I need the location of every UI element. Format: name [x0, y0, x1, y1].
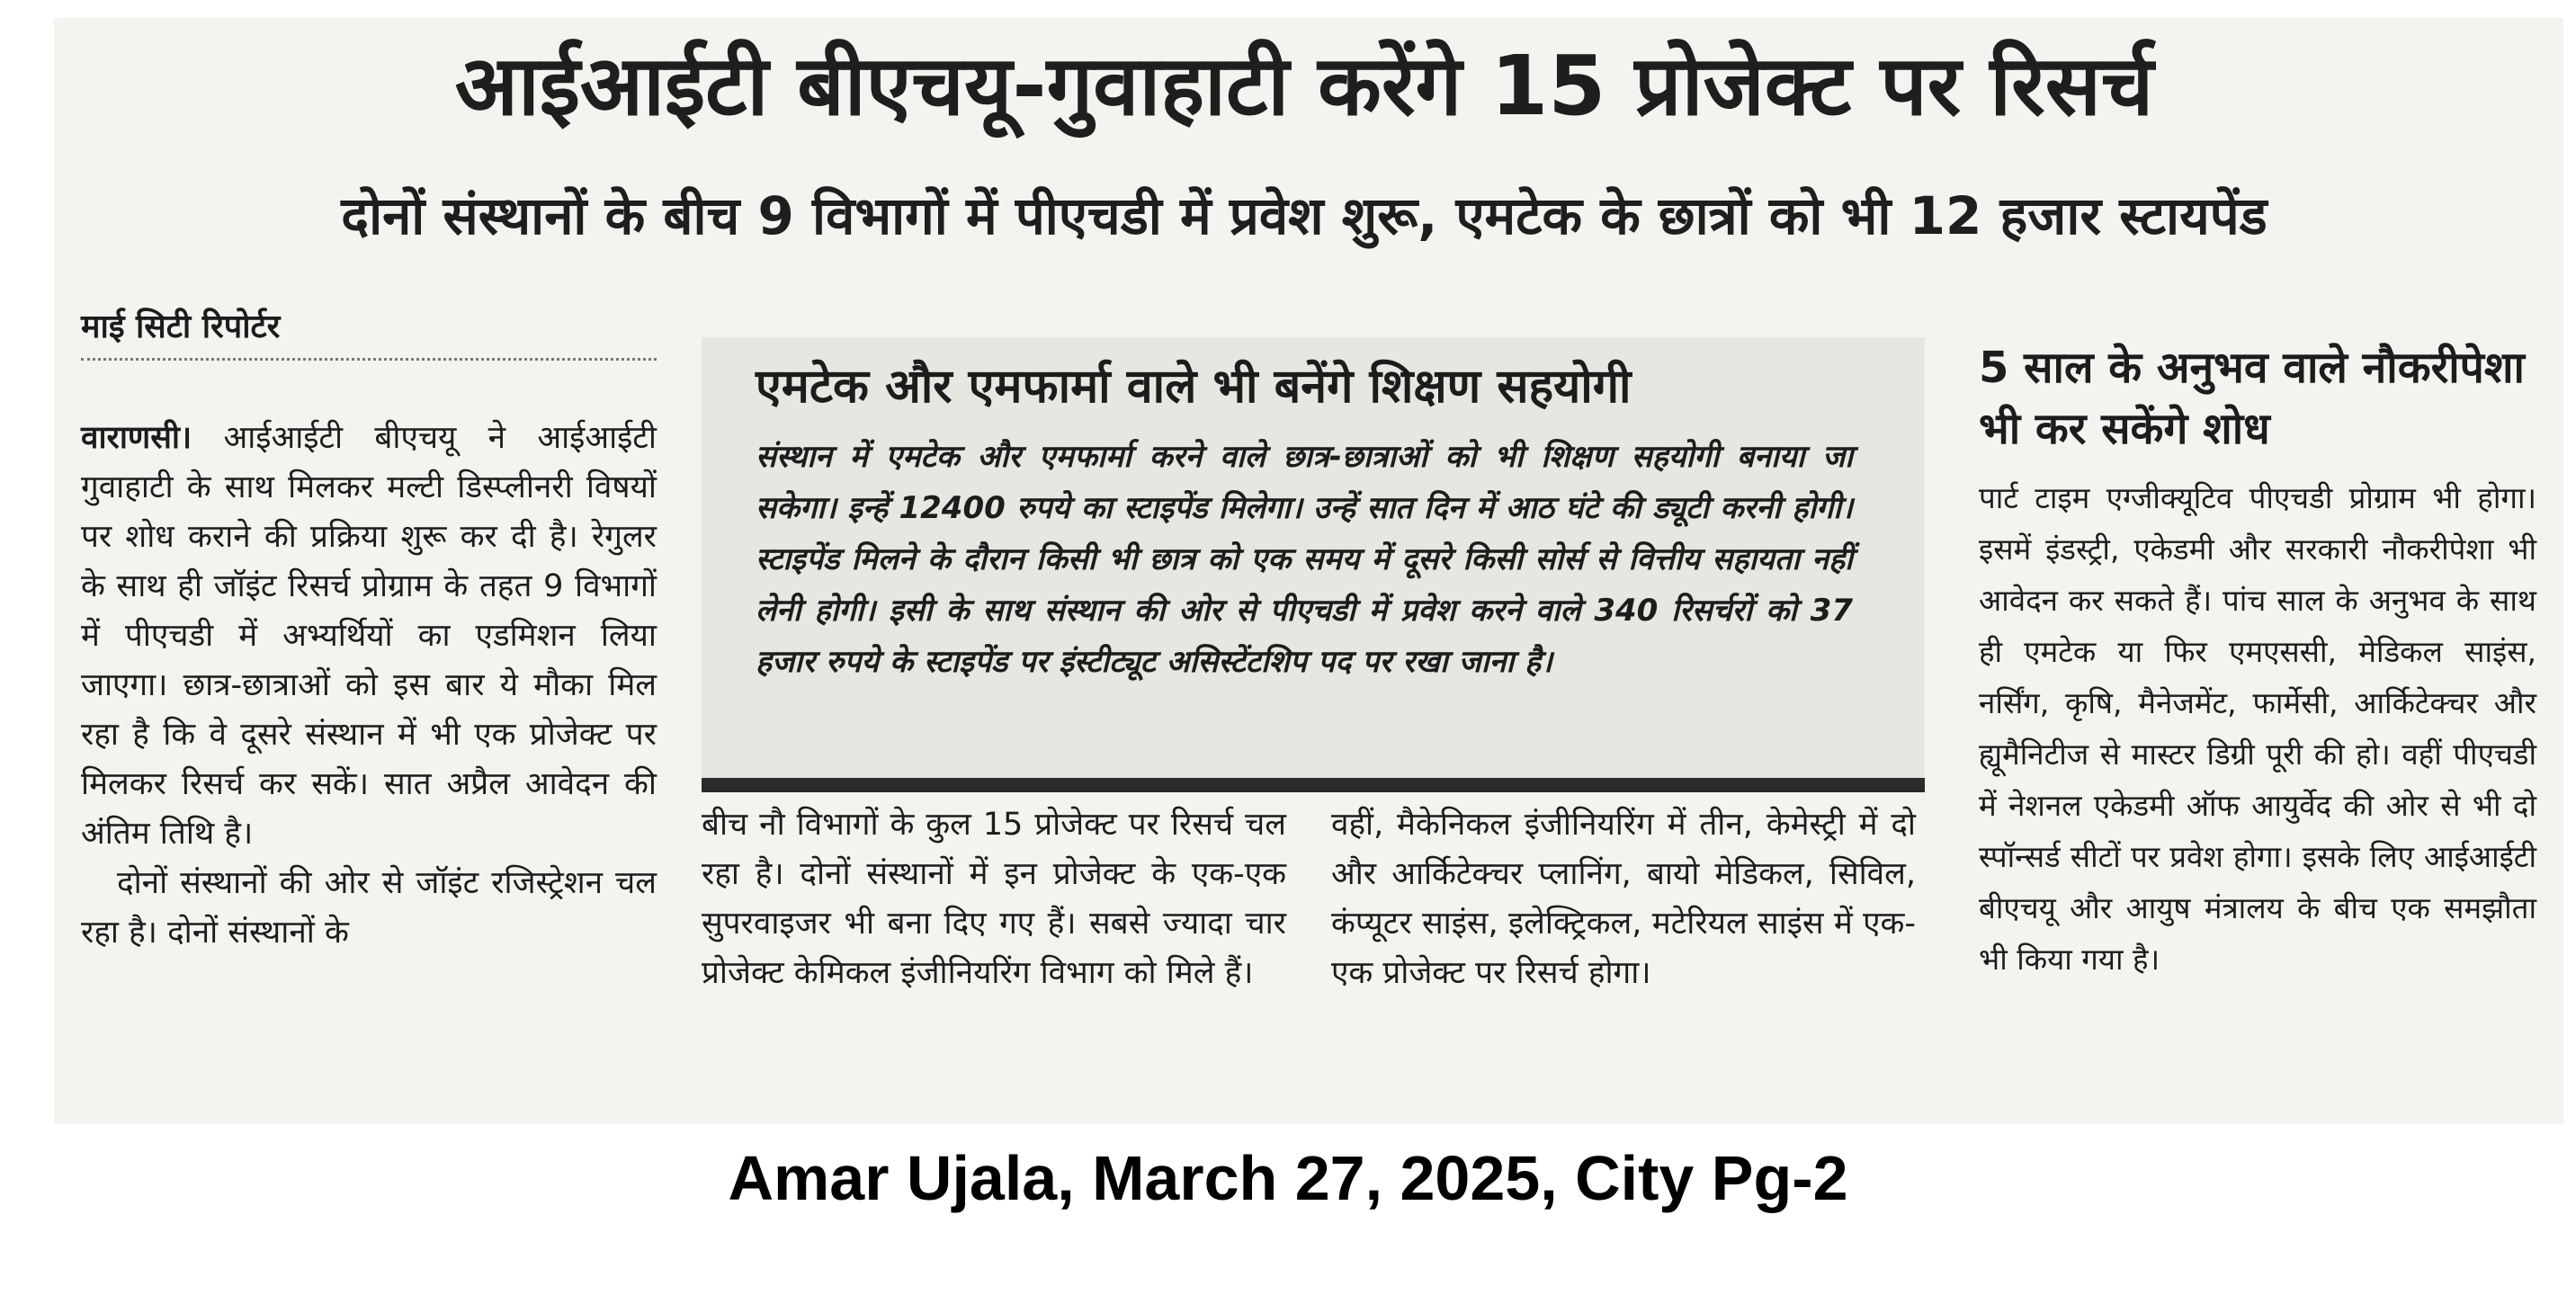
side-heading: 5 साल के अनुभव वाले नौकरीपेशा भी कर सकेंगे शोध — [1979, 343, 2525, 454]
column-2: बीच नौ विभागों के कुल 15 प्रोजेक्ट पर रिसर्च चल रहा है। दोनों संस्थानों में इन प्रोजेक्ट के एक-एक सुपरवाइजर भी बना दिए गए हैं। सबसे ज्यादा चार प्रोजेक्ट केमिकल इंजीनियरिंग विभाग को मिले हैं। — [702, 807, 1286, 991]
box-title: एमटेक और एमफार्मा वाले भी बनेंगे शिक्षण सहयोगी — [756, 360, 1632, 414]
col1-paragraph-2: दोनों संस्थानों की ओर से जॉइंट रजिस्ट्रेशन चल रहा है। दोनों संस्थानों के — [81, 865, 657, 951]
source-caption: Amar Ujala, March 27, 2025, City Pg-2 — [728, 1143, 1848, 1213]
column-1 — [81, 414, 657, 958]
column-3: वहीं, मैकेनिकल इंजीनियरिंग में तीन, केमेस्ट्री में दो और आर्किटेक्चर प्लानिंग, बायो मेडिकल, सिविल, कंप्यूटर साइंस, इलेक्ट्रिकल, मटेरियल साइंस में एक-एक प्रोजेक्ट पर रिसर्च होगा। — [1331, 807, 1916, 991]
subheadline: दोनों संस्थानों के बीच 9 विभागों में पीएचडी में प्रवेश शुरू, एमटेक के छात्रों को भी 12 हजार स्टायपेंड — [341, 185, 2267, 246]
box-text: संस्थान में एमटेक और एमफार्मा करने वाले छात्र-छात्राओं को भी शिक्षण सहयोगी बनाया जा सकेगा। इन्हें 12400 रुपये का स्टाइपेंड मिलेगा। उन्हें सात दिन में आठ घंटे की ड्यूटी करनी होगी। स्टाइपेंड मिलने के दौरान किसी भी छात्र को एक समय में दूसरे किसी सोर्स से वित्तीय सहायता नहीं लेनी होगी। इसी के साथ संस्थान की ओर से पीएचडी में प्रवेश करने वाले 340 रिसर्चरों को 37 हजार रुपये के स्टाइपेंड पर इंस्टीट्यूट असिस्टेंटशिप पद पर रखा जाना है। — [756, 439, 1853, 680]
col1-text-1: आईआईटी बीएचयू ने आईआईटी गुवाहाटी के साथ मिलकर मल्टी डिस्प्लीनरी विषयों पर शोध कराने की प्रक्रिया शुरू कर दी है। रेगुलर के साथ ही जॉइंट रिसर्च प्रोग्राम के तहत 9 विभागों में पीएचडी में अभ्यर्थियों का एडमिशन लिया जाएगा। छात्र-छात्राओं को इस बार ये मौका मिल रहा है कि वे दूसरे संस्थान में भी एक प्रोजेक्ट पर मिलकर रिसर्च कर सकें। सात अप्रैल आवेदन की अंतिम तिथि है। — [81, 420, 657, 852]
dateline: वाराणसी। — [81, 420, 192, 456]
byline: माई सिटी रिपोर्टर — [81, 306, 657, 361]
col1-paragraph-1 — [81, 414, 657, 859]
side-column-text: पार्ट टाइम एग्जीक्यूटिव पीएचडी प्रोग्राम भी होगा। इसमें इंडस्ट्री, एकेडमी और सरकारी नौकरीपेशा भी आवेदन कर सकते हैं। पांच साल के अनुभव के साथ ही एमटेक या फिर एमएससी, मेडिकल साइंस, नर्सिंग, कृषि, मैनेजमेंट, फार्मेसी, आर्किटेक्चर और ह्यूमैनिटीज से मास्टर डिग्री पूरी की हो। वहीं पीएचडी में नेशनल एकेडमी ऑफ आयुर्वेद की ओर से भी दो स्पॉन्सर्ड सीटों पर प्रवेश होगा। इसके लिए आईआईटी बीएचयू और आयुष मंत्रालय के बीच एक समझौता भी किया गया है। — [1979, 480, 2536, 977]
headline: आईआईटी बीएचयू-गुवाहाटी करेंगे 15 प्रोजेक्ट पर रिसर्च — [454, 38, 2154, 134]
